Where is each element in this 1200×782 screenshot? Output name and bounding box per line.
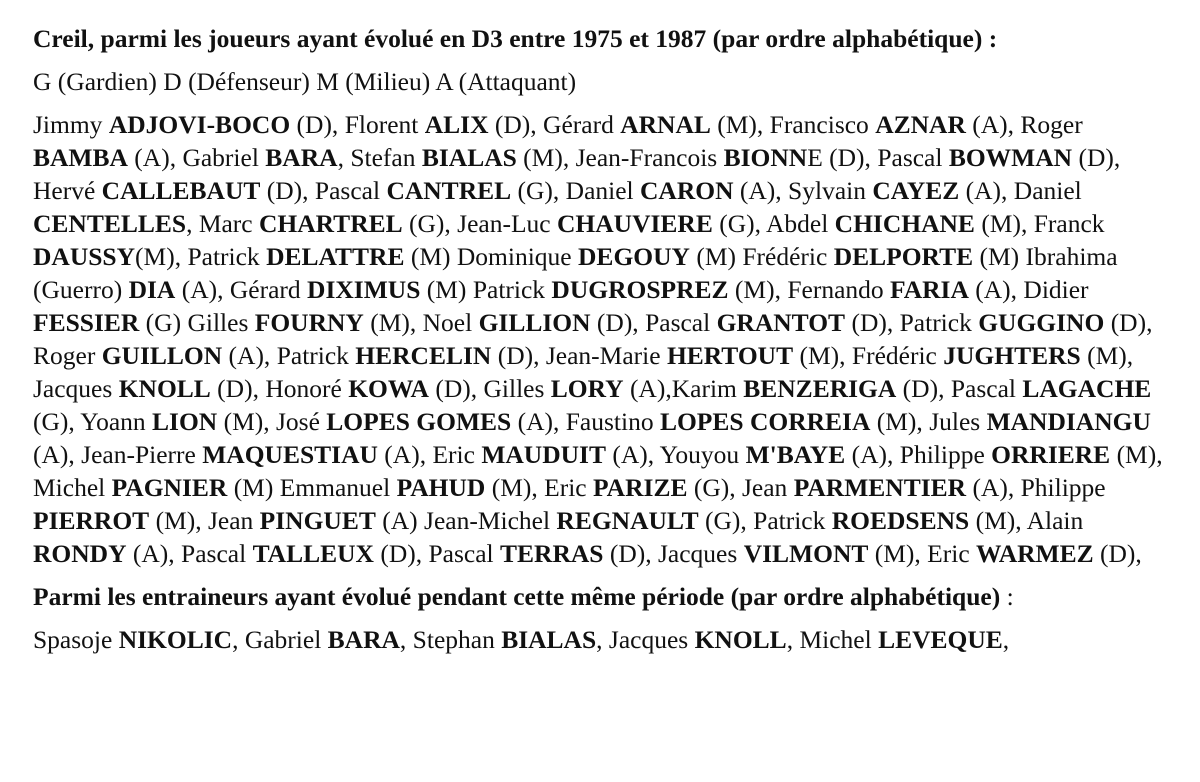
player-entry <box>230 275 473 304</box>
coaches-heading-bold: Parmi les entraineurs ayant évolué pendant cette même période (par ordre alphabétique) <box>33 582 1001 611</box>
player-entry-first-name: Pascal <box>950 374 1016 403</box>
player-entry-suffix: (G), <box>33 407 81 436</box>
player-entry-first-name: José <box>276 407 320 436</box>
player-entry-first-name: Philippe <box>899 440 985 469</box>
player-entry-suffix: (A), <box>965 110 1021 139</box>
player-entry <box>182 143 350 172</box>
player-entry <box>473 275 788 304</box>
player-entry-suffix: (M), <box>217 407 276 436</box>
player-entry-suffix: (A), <box>968 275 1024 304</box>
coach-entry-first-name: Jacques <box>608 625 689 654</box>
player-entry <box>566 176 788 205</box>
player-entry <box>33 110 345 139</box>
player-entry-first-name: Patrick <box>753 506 826 535</box>
player-entry-first-name: Emmanuel <box>279 473 391 502</box>
coach-entry-first-name: Gabriel <box>244 625 322 654</box>
player-entry-first-name: Patrick <box>899 308 972 337</box>
player-entry-suffix: (M) <box>227 473 280 502</box>
player-entry <box>544 473 742 502</box>
player-entry-last-name: FOURNY <box>254 308 364 337</box>
player-entry <box>576 143 878 172</box>
player-entry-last-name: ARNAL <box>620 110 711 139</box>
player-entry-suffix: (M), <box>728 275 788 304</box>
player-entry-first-name: Jean-Francois <box>575 143 718 172</box>
player-entry <box>187 308 422 337</box>
player-entry-suffix: (M) <box>689 242 743 271</box>
coach-entry <box>609 625 800 654</box>
player-entry-first-name: Sylvain <box>788 176 866 205</box>
player-entry-suffix: (D), <box>260 176 315 205</box>
player-entry <box>350 143 575 172</box>
player-entry-suffix: (G), <box>698 506 754 535</box>
player-entry-first-name: Jimmy <box>33 110 103 139</box>
player-entry-last-name: CHAUVIERE <box>556 209 713 238</box>
coaches-heading <box>33 580 1170 613</box>
player-entry <box>33 341 277 370</box>
player-entry-suffix: (M), <box>135 242 188 271</box>
player-entry-first-name: Jean-Marie <box>545 341 661 370</box>
player-entry-suffix: (G), <box>511 176 566 205</box>
player-entry-last-name: LOPES CORREIA <box>659 407 871 436</box>
player-entry-first-name: Pascal <box>314 176 381 205</box>
player-entry-first-name: Francisco <box>769 110 869 139</box>
coach-entry-last-name: BIALAS <box>501 625 597 654</box>
player-entry-last-name: PAGNIER <box>111 473 228 502</box>
player-entry-last-name: ALIX <box>424 110 489 139</box>
player-entry-suffix: (A), <box>126 539 182 568</box>
player-entry-last-name: GILLION <box>478 308 591 337</box>
player-entry-first-name: Jacques <box>33 374 113 403</box>
player-entry-suffix: (M), <box>710 110 770 139</box>
player-entry-suffix: (M) <box>420 275 473 304</box>
document-heading: Creil, parmi les joueurs ayant évolué en D3 entre 1975 et 1987 (par ordre alphabétique) : <box>33 24 998 53</box>
player-entry-suffix: (A), <box>966 473 1021 502</box>
player-entry <box>877 143 1120 172</box>
player-entry-last-name: ROEDSENS <box>831 506 970 535</box>
player-entry-first-name: Gabriel <box>182 143 259 172</box>
player-entry-last-name: BIALAS <box>421 143 517 172</box>
player-entry-last-name: CANTREL <box>386 176 512 205</box>
player-entry-last-name: DELPORTE <box>833 242 974 271</box>
player-entry <box>280 473 544 502</box>
player-entry <box>566 407 929 436</box>
player-entry-last-name: PARMENTIER <box>793 473 967 502</box>
player-entry <box>423 308 645 337</box>
player-entry-last-name: DIXIMUS <box>307 275 421 304</box>
player-entry-first-name: Abdel <box>765 209 829 238</box>
player-entry-first-name: Pascal <box>877 143 943 172</box>
player-entry-last-name: CARON <box>640 176 734 205</box>
player-entry-last-name: AZNAR <box>875 110 966 139</box>
player-entry <box>787 275 1023 304</box>
player-entry-first-name: Faustino <box>565 407 654 436</box>
coach-entry-first-name: Spasoje <box>33 625 113 654</box>
player-entry-suffix: (M), <box>363 308 423 337</box>
player-entry-suffix: (M), <box>516 143 576 172</box>
player-entry-first-name: Honoré <box>265 374 342 403</box>
player-entry-last-name: DUGROSPREZ <box>551 275 729 304</box>
player-entry-suffix: (A), <box>511 407 566 436</box>
coach-entry-last-name: KNOLL <box>694 625 787 654</box>
coach-entry <box>799 625 1009 654</box>
player-entry-first-name: Ibrahima (Guerro) <box>33 242 1118 304</box>
player-entry <box>80 407 276 436</box>
player-entry-suffix: (A), <box>127 143 183 172</box>
player-entry-last-name: LOPES GOMES <box>326 407 512 436</box>
player-entry <box>265 374 483 403</box>
player-entry <box>546 341 852 370</box>
player-entry <box>276 407 566 436</box>
player-entry-first-name: Roger <box>1020 110 1083 139</box>
player-entry <box>33 176 315 205</box>
players-list <box>33 108 1170 570</box>
player-entry <box>33 374 265 403</box>
player-entry-suffix: (A), <box>959 176 1014 205</box>
player-entry <box>658 539 927 568</box>
player-entry-last-name: LORY <box>550 374 624 403</box>
coach-entry-suffix: , <box>596 625 609 654</box>
player-entry-suffix: E (D), <box>807 143 878 172</box>
player-entry-suffix: (A), <box>623 374 672 403</box>
player-entry-first-name: Hervé <box>33 176 96 205</box>
coach-entry <box>413 625 609 654</box>
player-entry-suffix: (M), <box>868 539 928 568</box>
player-entry <box>900 308 1153 337</box>
player-entry-last-name: MAQUESTIAU <box>202 440 378 469</box>
player-entry-last-name: CENTELLES <box>33 209 187 238</box>
player-entry-first-name: Frédéric <box>742 242 828 271</box>
player-entry <box>753 506 1026 535</box>
player-entry <box>199 209 457 238</box>
player-entry-suffix: (M), <box>485 473 545 502</box>
player-entry-first-name: Jean <box>742 473 788 502</box>
player-entry-suffix: (M), <box>1080 341 1134 370</box>
player-entry-suffix: (A), <box>845 440 900 469</box>
player-entry-last-name: GUGGINO <box>978 308 1105 337</box>
player-entry-first-name: Youyou <box>659 440 740 469</box>
player-entry-last-name: DAUSSY <box>33 242 136 271</box>
player-entry-suffix: (D), <box>845 308 900 337</box>
player-entry-suffix: (D), <box>428 374 484 403</box>
player-entry-suffix: (A), <box>377 440 433 469</box>
player-entry <box>345 110 543 139</box>
player-entry-first-name: Gérard <box>229 275 301 304</box>
player-entry-first-name: Jacques <box>658 539 738 568</box>
player-entry-first-name: Frédéric <box>851 341 937 370</box>
player-entry-suffix: (G), <box>712 209 766 238</box>
player-entry-first-name: Eric <box>544 473 587 502</box>
player-entry-first-name: Pascal <box>645 308 711 337</box>
player-entry-last-name: CALLEBAUT <box>101 176 261 205</box>
player-entry-last-name: REGNAULT <box>556 506 699 535</box>
player-entry <box>208 506 424 535</box>
player-entry-last-name: GRANTOT <box>716 308 846 337</box>
player-entry-suffix: (D), <box>1072 143 1121 172</box>
player-entry-last-name: DIA <box>128 275 176 304</box>
player-entry-suffix: , <box>186 209 199 238</box>
player-entry-last-name: LAGACHE <box>1022 374 1152 403</box>
coach-entry-first-name: Michel <box>799 625 872 654</box>
player-entry-first-name: Alain <box>1026 506 1084 535</box>
player-entry-last-name: BAMBA <box>33 143 128 172</box>
player-entry <box>457 242 742 271</box>
player-entry-suffix: (D), <box>1104 308 1153 337</box>
coach-entry <box>33 625 245 654</box>
player-entry <box>742 473 1021 502</box>
player-entry-suffix: (M), <box>974 209 1034 238</box>
player-entry-last-name: ORRIERE <box>991 440 1111 469</box>
player-entry-last-name: PAHUD <box>396 473 486 502</box>
player-entry-suffix: (A), <box>733 176 789 205</box>
player-entry-suffix: (M) <box>404 242 457 271</box>
player-entry-suffix: (M), <box>149 506 208 535</box>
player-entry <box>315 176 566 205</box>
player-entry <box>742 242 1025 271</box>
player-entry <box>543 110 770 139</box>
player-entry-first-name: Daniel <box>565 176 634 205</box>
player-entry-first-name: Yoann <box>80 407 146 436</box>
player-entry-first-name: Jean <box>207 506 254 535</box>
player-entry-suffix: (D), <box>488 110 544 139</box>
player-entry-first-name: Roger <box>33 341 96 370</box>
player-entry-last-name: PINGUET <box>259 506 376 535</box>
player-entry-suffix: (G), <box>687 473 742 502</box>
player-entry-suffix: (D), <box>603 539 658 568</box>
player-entry-first-name: Franck <box>1033 209 1105 238</box>
player-entry-last-name: PIERROT <box>33 506 150 535</box>
player-entry-first-name: Karim <box>671 374 737 403</box>
player-entry-last-name: BARA <box>265 143 338 172</box>
player-entry-last-name: KNOLL <box>118 374 211 403</box>
player-entry-suffix: (D), <box>373 539 429 568</box>
player-entry <box>852 341 1133 370</box>
player-entry-first-name: Stefan <box>350 143 416 172</box>
player-entry-last-name: TALLEUX <box>252 539 374 568</box>
player-entry-suffix: (D), <box>896 374 951 403</box>
player-entry <box>927 539 1142 568</box>
player-entry-last-name: M'BAYE <box>745 440 846 469</box>
player-entry-last-name: MAUDUIT <box>481 440 606 469</box>
player-entry-first-name: Dominique <box>456 242 572 271</box>
player-entry-first-name: Patrick <box>276 341 349 370</box>
player-entry-suffix: (D), <box>491 341 546 370</box>
player-entry-last-name: TERRAS <box>500 539 604 568</box>
player-entry-last-name: RONDY <box>33 539 127 568</box>
player-entry-last-name: LION <box>152 407 218 436</box>
player-entry-suffix: (M), <box>1110 440 1163 469</box>
player-entry-last-name: BENZERIGA <box>743 374 897 403</box>
player-entry-first-name: Noel <box>422 308 473 337</box>
coach-entry-last-name: NIKOLIC <box>118 625 233 654</box>
player-entry-last-name: BIONN <box>723 143 808 172</box>
player-entry-last-name: FESSIER <box>33 308 140 337</box>
coach-entry-suffix: , <box>1002 625 1010 654</box>
coach-entry-last-name: LEVEQUE <box>878 625 1003 654</box>
coach-entry <box>245 625 413 654</box>
player-entry-last-name: CHICHANE <box>834 209 975 238</box>
player-entry <box>432 440 659 469</box>
player-entry-first-name: Fernando <box>787 275 884 304</box>
player-entry-first-name: Jean-Pierre <box>81 440 196 469</box>
player-entry-last-name: VILMONT <box>743 539 869 568</box>
coach-entry-suffix: , <box>786 625 800 654</box>
player-entry-last-name: WARMEZ <box>976 539 1094 568</box>
player-entry-first-name: Eric <box>432 440 475 469</box>
player-entry-suffix: (A), <box>175 275 230 304</box>
player-entry-first-name: Gilles <box>483 374 545 403</box>
player-entry-suffix: (D), <box>290 110 345 139</box>
player-entry <box>457 209 766 238</box>
player-entry-first-name: Pascal <box>181 539 247 568</box>
player-entry <box>483 374 671 403</box>
player-entry <box>645 308 900 337</box>
player-entry <box>33 473 280 502</box>
player-entry <box>770 110 1021 139</box>
player-entry-suffix: (D), <box>590 308 646 337</box>
player-entry-first-name: Daniel <box>1013 176 1082 205</box>
player-entry <box>277 341 546 370</box>
player-entry-last-name: JUGHTERS <box>943 341 1081 370</box>
player-entry-last-name: MANDIANGU <box>986 407 1151 436</box>
player-entry-suffix: (M), <box>870 407 930 436</box>
position-legend: G (Gardien) D (Défenseur) M (Milieu) A (Attaquant) <box>33 67 577 96</box>
player-entry <box>766 209 1034 238</box>
player-entry <box>187 242 456 271</box>
player-entry-first-name: Florent <box>344 110 419 139</box>
player-entry <box>428 539 658 568</box>
player-entry-first-name: Patrick <box>187 242 260 271</box>
player-entry-last-name: KOWA <box>348 374 429 403</box>
player-entry-last-name: DEGOUY <box>578 242 690 271</box>
player-entry-last-name: CHARTREL <box>259 209 403 238</box>
player-entry-first-name: Philippe <box>1020 473 1106 502</box>
player-entry-suffix: (G) <box>139 308 188 337</box>
player-entry-first-name: Gilles <box>187 308 249 337</box>
player-entry-first-name: Pascal <box>428 539 494 568</box>
coach-entry-first-name: Stephan <box>412 625 495 654</box>
coach-entry-suffix: , <box>232 625 245 654</box>
player-entry-suffix: (D), <box>1093 539 1142 568</box>
player-entry-last-name: PARIZE <box>593 473 688 502</box>
player-entry <box>660 440 900 469</box>
player-entry-suffix: (M), <box>969 506 1027 535</box>
coaches-heading-tail: : <box>1000 582 1014 611</box>
player-entry-suffix: (G), <box>402 209 458 238</box>
player-entry-last-name: HERCELIN <box>355 341 492 370</box>
player-entry-suffix: (M), <box>793 341 852 370</box>
player-entry-suffix: (M) <box>973 242 1026 271</box>
player-entry-first-name: Jules <box>929 407 981 436</box>
player-entry-suffix: (A), <box>222 341 277 370</box>
player-entry-first-name: Jean-Michel <box>424 506 551 535</box>
player-entry-last-name: BOWMAN <box>948 143 1073 172</box>
player-entry <box>672 374 951 403</box>
player-entry <box>788 176 1014 205</box>
player-entry-suffix: (A), <box>33 440 82 469</box>
player-entry-first-name: Eric <box>927 539 970 568</box>
player-entry <box>81 440 432 469</box>
player-entry-first-name: Patrick <box>472 275 546 304</box>
player-entry-suffix: (A) <box>375 506 425 535</box>
player-entry-last-name: GUILLON <box>101 341 223 370</box>
coaches-list <box>33 623 1170 656</box>
coach-entry-last-name: BARA <box>327 625 400 654</box>
player-entry-last-name: FARIA <box>890 275 969 304</box>
coach-entry-suffix: , <box>399 625 413 654</box>
player-entry-first-name: Marc <box>198 209 253 238</box>
player-entry <box>424 506 753 535</box>
player-entry-last-name: DELATTRE <box>266 242 405 271</box>
player-entry <box>181 539 428 568</box>
player-entry-suffix: (A), <box>605 440 660 469</box>
player-entry-last-name: HERTOUT <box>666 341 794 370</box>
player-entry-first-name: Jean-Luc <box>457 209 551 238</box>
player-entry-suffix: (D), <box>210 374 266 403</box>
player-entry-first-name: Gérard <box>543 110 614 139</box>
player-entry-first-name: Michel <box>33 473 106 502</box>
player-entry <box>900 440 1163 469</box>
player-entry-last-name: ADJOVI-BOCO <box>108 110 291 139</box>
player-entry-first-name: Didier <box>1023 275 1089 304</box>
player-entry-suffix: , <box>337 143 351 172</box>
player-entry-last-name: CAYEZ <box>872 176 960 205</box>
